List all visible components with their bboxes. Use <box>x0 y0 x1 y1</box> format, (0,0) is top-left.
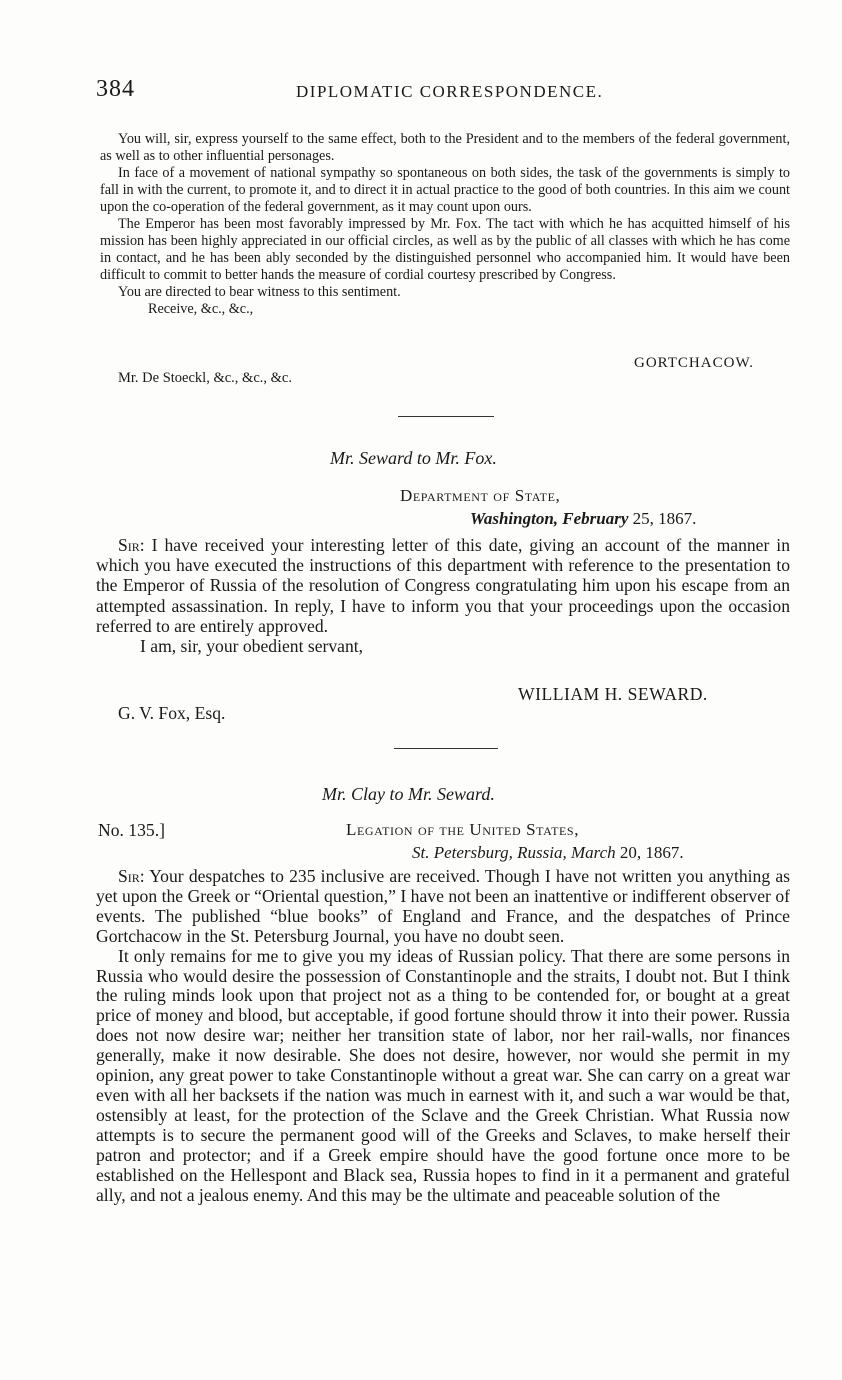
letter3-paragraph: It only remains for me to give you my ideas of Russian policy. That there are some persons in Russia who would desire the possession of Constantinople and the straits, I doubt not. But I think the ruling minds look upon that project not as a thing to be contended for, or bought at a great price of money and blood, but acceptable, if good fortune should throw it into their power. Russia does not now desire war; neither her transition state of labor, nor her rail-walls, nor finances generally, make it now desirable. She does not desire, however, nor would she permit in my opinion, any great power to take Constantinople without a great war. She can carry on a great war even with all her backsets if the nation was much in earnest with it, and such a war would be that, ostensibly at least, for the protection of the Sclave and the Greek Christian. What Russia now attempts is to secure the permanent good will of the Greeks and Sclaves, to make herself their patron and protector; and if a Greek empire should have the good fortune once more to be established on the Hellespont and Black sea, Russia hopes to find in it a permanent and grateful ally, and not a jealous enemy. And this may be the ultimate and peaceable solution of the <box>96 945 790 1205</box>
letter2-month: February <box>562 509 629 528</box>
letter2-closing: I am, sir, your obedient servant, <box>140 636 364 657</box>
running-title: DIPLOMATIC CORRESPONDENCE. <box>296 82 604 101</box>
letter2-place: Washington, <box>470 509 559 528</box>
letter1-addressee: Mr. De Stoeckl, &c., &c., &c. <box>118 370 292 386</box>
letter3-text: Your despatches to 235 inclusive are received. Though I have not written you anything as yet upon the Greek or “Oriental question,” I have not been an inattentive or indifferent observer of events. The published “blue books” of England and France, and the despatches of Prince Gortchacow in the St. Petersburg Journal, you have no doubt seen. <box>96 866 790 946</box>
letter3-dateline <box>412 843 684 863</box>
letter3-date: 20, 1867. <box>619 843 684 862</box>
page-number: 384 <box>96 76 135 102</box>
letter3-number: No. 135.] <box>98 820 165 840</box>
letter3-legation: Legation of the United States, <box>346 820 580 839</box>
letter1-paragraph: You will, sir, express yourself to the same effect, both to the President and to the members of the federal government, as well as to other influential personages. <box>100 131 790 164</box>
letter3-paragraph <box>96 867 790 947</box>
letter1-closing: Receive, &c., &c., <box>148 301 254 317</box>
page-header <box>96 76 796 106</box>
letter2-addressee: G. V. Fox, Esq. <box>118 703 226 723</box>
letter2-dateline <box>470 509 696 529</box>
letter2-signature: WILLIAM H. SEWARD. <box>518 684 708 704</box>
letter2-paragraph <box>96 535 790 636</box>
letter2-salutation: Sir: <box>118 535 145 555</box>
section-divider <box>398 416 494 417</box>
letter2-title: Mr. Seward to Mr. Fox. <box>330 448 497 468</box>
letter2-text: I have received your interesting letter of this date, giving an account of the manner in which you have executed the instructions of this department with reference to the presentation to the Emperor of Russia of the resolution of Congress congratulating him upon his escape from an attempted assassination. In reply, I have to inform you that your proceedings upon the occasion referred to are entirely approved. <box>96 535 790 636</box>
letter1-paragraph: In face of a movement of national sympathy so spontaneous on both sides, the task of the governments is simply to fall in with the current, to promote it, and to direct it in actual practice to the good of both countries. In this aim we count upon the co-operation of the federal government, as it may count upon ours. <box>100 165 790 215</box>
letter1-paragraph: You are directed to bear witness to this sentiment. <box>118 284 401 300</box>
section-divider <box>394 748 498 749</box>
letter2-date: 25, 1867. <box>632 509 697 528</box>
letter1-signature: GORTCHACOW. <box>634 355 754 371</box>
letter3-place: St. Petersburg, Russia, March <box>412 843 616 862</box>
letter2-body <box>96 535 790 656</box>
letter2-department: Department of State, <box>400 486 561 505</box>
letter3-body <box>96 867 790 1205</box>
letter3-title: Mr. Clay to Mr. Seward. <box>322 784 495 804</box>
letter1-paragraph: The Emperor has been most favorably impressed by Mr. Fox. The tact with which he has acquitted himself of his mission has been highly appreciated in our official circles, as well as by the public of all classes with which he has come in contact, and he has been ably seconded by the distinguished personnel who accompanied him. It would have been difficult to commit to better hands the measure of cordial courtesy prescribed by Congress. <box>100 216 790 283</box>
letter1-body <box>100 131 790 318</box>
letter3-salutation: Sir: <box>118 866 145 886</box>
